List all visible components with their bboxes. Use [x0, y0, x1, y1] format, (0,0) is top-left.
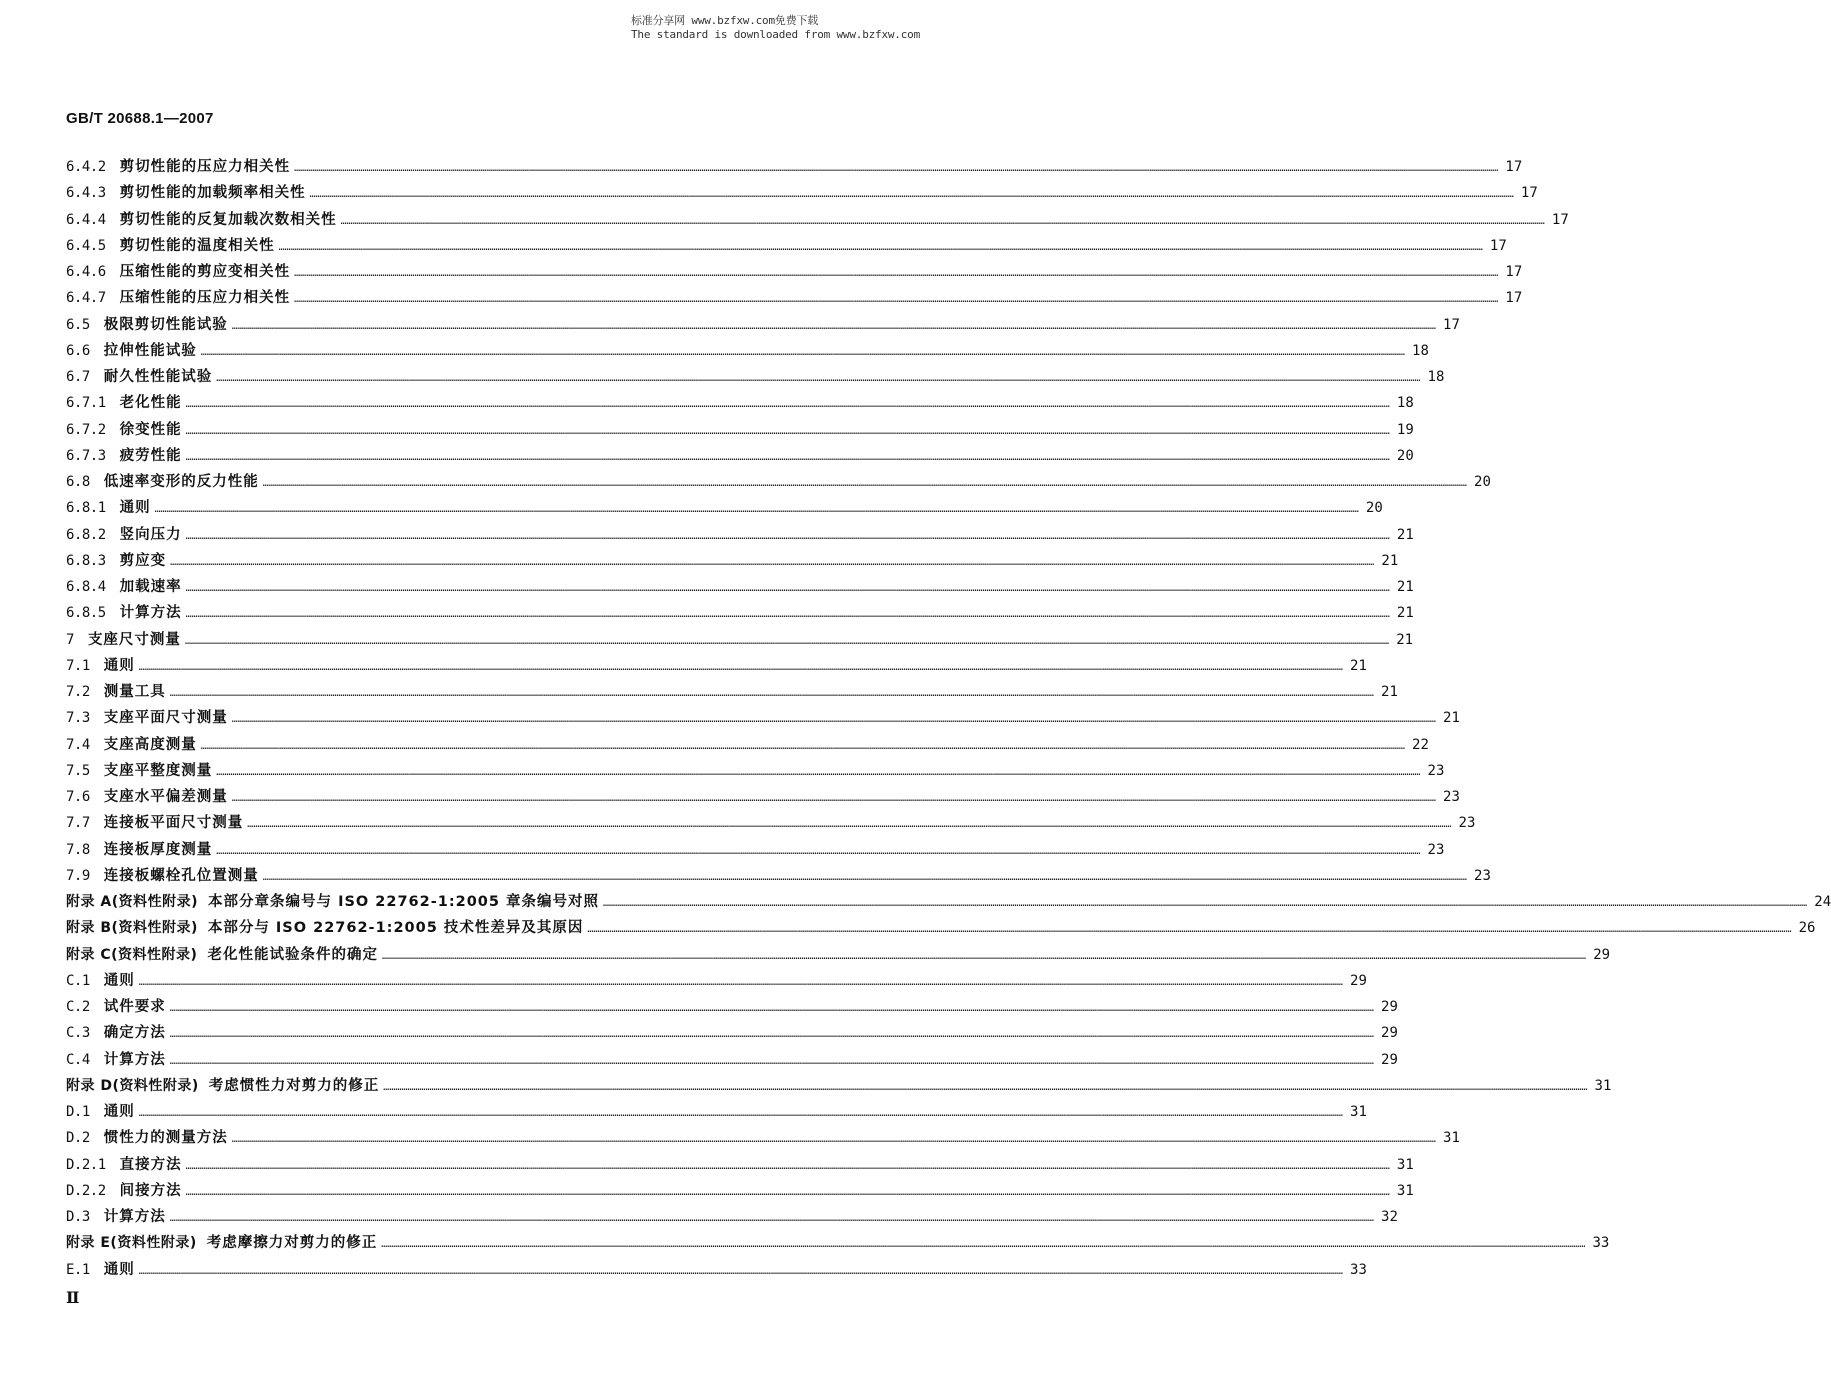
toc-entry-title: 考虑惯性力对剪力的修正: [208, 1077, 380, 1094]
toc-entry-title: 支座尺寸测量: [87, 631, 181, 648]
toc-entry-title: 测量工具: [103, 684, 166, 700]
toc-entry-title: 低速率变形的反力性能: [103, 474, 259, 490]
toc-entry[interactable]: [66, 1047, 1398, 1073]
toc-entry[interactable]: [66, 338, 1429, 364]
toc-entry-number: 7.1: [66, 657, 90, 674]
toc-leader-dots: ……………………………………………………………………………………………………………………………………………………………………………………………………………………………………………………………………………………………………………………………………………………………………………………………………………………………………………………………………………………………………………………………………………………: [216, 766, 1421, 778]
toc-entry[interactable]: [66, 863, 1491, 889]
toc-entry[interactable]: [66, 154, 1523, 180]
toc-leader-dots: ……………………………………………………………………………………………………………………………………………………………………………………………………………………………………………………………………………………………………………………………………………………………………………………………………………………………………………………………………………………………………………………………………………………: [278, 241, 1483, 253]
toc-leader-dots: ……………………………………………………………………………………………………………………………………………………………………………………………………………………………………………………………………………………………………………………………………………………………………………………………………………………………………………………………………………………………………………………………………………………: [185, 425, 1390, 437]
toc-entry-number: 附录 A(资料性附录): [66, 894, 199, 910]
toc-entry[interactable]: [66, 207, 1569, 233]
toc-entry-title: 压缩性能的剪应变相关性: [119, 264, 291, 280]
toc-entry-page: 29: [1381, 1025, 1398, 1042]
toc-entry-page: 31: [1594, 1077, 1612, 1094]
toc-leader-dots: ……………………………………………………………………………………………………………………………………………………………………………………………………………………………………………………………………………………………………………………………………………………………………………………………………………………………………………………………………………………………………………………………………………………: [154, 504, 1359, 516]
toc-entry-number: 6.7: [66, 369, 90, 385]
toc-entry[interactable]: [66, 837, 1445, 863]
toc-entry[interactable]: [66, 1230, 1610, 1256]
toc-entry-title: 压缩性能的压应力相关性: [119, 290, 291, 307]
toc-entry-page: 21: [1396, 579, 1414, 595]
toc-entry-title: 间接方法: [119, 1182, 182, 1199]
toc-entry[interactable]: [66, 627, 1414, 653]
toc-entry-number: 7.6: [66, 789, 90, 805]
toc-entry-number: 附录 B(资料性附录): [66, 920, 198, 937]
watermark-line-2: The standard is downloaded from www.bzfxw.com: [630, 28, 920, 41]
toc-entry-title: 计算方法: [103, 1051, 166, 1068]
toc-leader-dots: ……………………………………………………………………………………………………………………………………………………………………………………………………………………………………………………………………………………………………………………………………………………………………………………………………………………………………………………………………………………………………………………………………………………: [169, 1029, 1374, 1041]
toc-entry-number: 附录 E(资料性附录): [66, 1235, 197, 1252]
toc-entry[interactable]: [66, 758, 1445, 784]
toc-entry-title: 本部分与 ISO 22762-1:2005 技术性差异及其原因: [207, 920, 584, 937]
toc-leader-dots: ……………………………………………………………………………………………………………………………………………………………………………………………………………………………………………………………………………………………………………………………………………………………………………………………………………………………………………………………………………………………………………………………………………………: [138, 661, 1343, 673]
toc-entry-number: 6.4.2: [66, 159, 106, 175]
toc-entry-number: 6.7.3: [66, 447, 106, 464]
toc-entry-number: 附录 C(资料性附录): [66, 946, 198, 963]
toc-leader-dots: ……………………………………………………………………………………………………………………………………………………………………………………………………………………………………………………………………………………………………………………………………………………………………………………………………………………………………………………………………………………………………………………………………………………: [184, 635, 1390, 647]
toc-entry[interactable]: [66, 522, 1414, 548]
toc-entry[interactable]: [66, 285, 1523, 311]
toc-entry-page: 21: [1381, 684, 1398, 700]
toc-entry-page: 33: [1350, 1261, 1367, 1278]
watermark: [631, 14, 920, 42]
toc-entry[interactable]: [66, 732, 1429, 758]
toc-entry-number: D.3: [66, 1209, 90, 1225]
toc-entry-title: 支座平面尺寸测量: [103, 710, 228, 727]
toc-entry-number: 6.8.4: [66, 579, 106, 595]
toc-leader-dots: ……………………………………………………………………………………………………………………………………………………………………………………………………………………………………………………………………………………………………………………………………………………………………………………………………………………………………………………………………………………………………………………………………………………: [231, 1134, 1436, 1146]
toc-entry-page: 17: [1551, 211, 1569, 228]
toc-leader-dots: ……………………………………………………………………………………………………………………………………………………………………………………………………………………………………………………………………………………………………………………………………………………………………………………………………………………………………………………………………………………………………………………………………………………: [169, 688, 1374, 699]
toc-entry-number: 6.7.1: [66, 395, 106, 412]
toc-entry-title: 通则: [103, 1261, 135, 1278]
toc-entry-number: C.4: [66, 1051, 90, 1068]
toc-entry[interactable]: [66, 1178, 1414, 1204]
toc-entry[interactable]: [66, 548, 1399, 574]
toc-entry-number: 7.4: [66, 736, 90, 753]
toc-entry-page: 18: [1412, 342, 1429, 359]
toc-entry-page: 20: [1474, 474, 1491, 490]
toc-leader-dots: ……………………………………………………………………………………………………………………………………………………………………………………………………………………………………………………………………………………………………………………………………………………………………………………………………………………………………………………………………………………………………………………………………………………: [216, 373, 1421, 384]
toc-entry-title: 拉伸性能试验: [103, 342, 197, 359]
toc-leader-dots: ……………………………………………………………………………………………………………………………………………………………………………………………………………………………………………………………………………………………………………………………………………………………………………………………………………………………………………………………………………………………………………………………………………………: [383, 1081, 1588, 1093]
standard-code-header: GB/T 20688.1—2007: [66, 110, 214, 127]
toc-entry-page: 17: [1520, 185, 1538, 202]
toc-entry[interactable]: [66, 942, 1611, 968]
toc-leader-dots: ……………………………………………………………………………………………………………………………………………………………………………………………………………………………………………………………………………………………………………………………………………………………………………………………………………………………………………………………………………………………………………………………………………………: [200, 740, 1405, 752]
toc-entry-page: 31: [1350, 1104, 1367, 1120]
toc-entry-page: 29: [1381, 1051, 1398, 1068]
toc-entry-number: 6.4.6: [66, 264, 106, 280]
toc-entry-number: 6.4.5: [66, 237, 106, 254]
toc-entry[interactable]: [66, 574, 1414, 600]
toc-entry-page: 20: [1396, 447, 1414, 464]
toc-entry-page: 32: [1381, 1209, 1398, 1225]
toc-entry-title: 通则: [103, 1104, 135, 1120]
toc-entry-number: 6.7.2: [66, 421, 106, 438]
toc-entry-title: 支座水平偏差测量: [103, 789, 228, 805]
toc-entry-page: 21: [1381, 552, 1399, 569]
toc-entry-number: 6.8.5: [66, 605, 106, 622]
toc-entry-title: 支座平整度测量: [103, 762, 213, 779]
toc-leader-dots: ……………………………………………………………………………………………………………………………………………………………………………………………………………………………………………………………………………………………………………………………………………………………………………………………………………………………………………………………………………………………………………………………………………………: [247, 819, 1452, 831]
toc-entry-page: 23: [1443, 789, 1460, 805]
toc-entry[interactable]: [66, 443, 1414, 469]
toc-entry[interactable]: [66, 784, 1460, 810]
toc-entry[interactable]: [66, 364, 1445, 390]
toc-entry-page: 21: [1396, 605, 1414, 622]
toc-leader-dots: ……………………………………………………………………………………………………………………………………………………………………………………………………………………………………………………………………………………………………………………………………………………………………………………………………………………………………………………………………………………………………………………………………………………: [185, 451, 1390, 463]
toc-entry-title: 考虑摩擦力对剪力的修正: [206, 1235, 378, 1252]
toc-entry-page: 22: [1412, 736, 1429, 753]
toc-entry-title: 竖向压力: [119, 526, 182, 543]
toc-entry-number: 6.6: [66, 342, 90, 359]
toc-entry-title: 通则: [103, 972, 135, 989]
toc-leader-dots: ……………………………………………………………………………………………………………………………………………………………………………………………………………………………………………………………………………………………………………………………………………………………………………………………………………………………………………………………………………………………………………………………………………………: [294, 268, 1499, 279]
toc-leader-dots: ……………………………………………………………………………………………………………………………………………………………………………………………………………………………………………………………………………………………………………………………………………………………………………………………………………………………………………………………………………………………………………………………………………………: [216, 845, 1421, 857]
toc-entry[interactable]: [66, 915, 1816, 941]
toc-leader-dots: ……………………………………………………………………………………………………………………………………………………………………………………………………………………………………………………………………………………………………………………………………………………………………………………………………………………………………………………………………………………………………………………………………………………: [603, 898, 1808, 909]
toc-entry-number: 6.4.7: [66, 290, 106, 307]
toc-entry-page: 21: [1396, 631, 1414, 648]
toc-leader-dots: ……………………………………………………………………………………………………………………………………………………………………………………………………………………………………………………………………………………………………………………………………………………………………………………………………………………………………………………………………………………………………………………………………………………: [185, 1160, 1390, 1172]
toc-entry-title: 本部分章条编号与 ISO 22762-1:2005 章条编号对照: [208, 894, 600, 910]
toc-leader-dots: ……………………………………………………………………………………………………………………………………………………………………………………………………………………………………………………………………………………………………………………………………………………………………………………………………………………………………………………………………………………………………………………………………………………: [200, 346, 1405, 358]
toc-leader-dots: ……………………………………………………………………………………………………………………………………………………………………………………………………………………………………………………………………………………………………………………………………………………………………………………………………………………………………………………………………………………………………………………………………………………: [170, 556, 1375, 568]
toc-entry-number: 附录 D(资料性附录): [66, 1077, 199, 1094]
toc-entry-number: D.2: [66, 1130, 90, 1147]
toc-entry-page: 21: [1396, 526, 1414, 543]
toc-leader-dots: ……………………………………………………………………………………………………………………………………………………………………………………………………………………………………………………………………………………………………………………………………………………………………………………………………………………………………………………………………………………………………………………………………………………: [262, 478, 1467, 489]
toc-entry-page: 31: [1396, 1156, 1414, 1173]
toc-entry[interactable]: [66, 1204, 1398, 1230]
toc-entry-page: 29: [1350, 972, 1367, 989]
toc-entry[interactable]: [66, 994, 1398, 1020]
toc-entry-title: 加载速率: [119, 579, 182, 595]
toc-entry[interactable]: [66, 312, 1460, 338]
toc-entry-page: 17: [1505, 159, 1523, 175]
toc-entry-number: C.1: [66, 972, 90, 989]
toc-entry-title: 通则: [103, 657, 135, 674]
toc-leader-dots: ……………………………………………………………………………………………………………………………………………………………………………………………………………………………………………………………………………………………………………………………………………………………………………………………………………………………………………………………………………………………………………………………………………………: [294, 163, 1499, 174]
toc-leader-dots: ……………………………………………………………………………………………………………………………………………………………………………………………………………………………………………………………………………………………………………………………………………………………………………………………………………………………………………………………………………………………………………………………………………………: [262, 871, 1467, 883]
toc-entry[interactable]: [66, 180, 1538, 206]
toc-entry[interactable]: [66, 889, 1831, 915]
toc-entry-number: C.3: [66, 1025, 90, 1042]
toc-entry-title: 支座高度测量: [103, 736, 197, 753]
toc-entry-number: D.2.1: [66, 1156, 106, 1173]
toc-entry-page: 23: [1427, 762, 1445, 779]
toc-entry-page: 17: [1505, 290, 1523, 307]
toc-entry-page: 19: [1396, 421, 1414, 438]
toc-entry-page: 20: [1365, 500, 1383, 517]
toc-entry-number: 6.8: [66, 474, 90, 490]
toc-entry-title: 剪切性能的反复加载次数相关性: [119, 211, 337, 228]
toc-entry-number: 6.8.1: [66, 500, 106, 517]
toc-entry-page: 31: [1396, 1182, 1414, 1199]
toc-entry[interactable]: [66, 390, 1414, 416]
toc-entry-number: 7.3: [66, 710, 90, 727]
toc-entry[interactable]: [66, 233, 1507, 259]
toc-entry-title: 疲劳性能: [119, 447, 182, 464]
toc-leader-dots: ……………………………………………………………………………………………………………………………………………………………………………………………………………………………………………………………………………………………………………………………………………………………………………………………………………………………………………………………………………………………………………………………………………………: [231, 714, 1436, 726]
toc-entry[interactable]: [66, 968, 1367, 994]
toc-entry-title: 试件要求: [103, 999, 166, 1015]
toc-entry[interactable]: [66, 653, 1367, 679]
toc-entry-page: 18: [1396, 395, 1414, 412]
toc-entry-title: 徐变性能: [119, 421, 182, 438]
toc-entry[interactable]: [66, 810, 1476, 836]
toc-leader-dots: ……………………………………………………………………………………………………………………………………………………………………………………………………………………………………………………………………………………………………………………………………………………………………………………………………………………………………………………………………………………………………………………………………………………: [185, 583, 1390, 594]
toc-entry-page: 17: [1489, 237, 1507, 254]
toc-entry[interactable]: [66, 1020, 1398, 1046]
toc-leader-dots: ……………………………………………………………………………………………………………………………………………………………………………………………………………………………………………………………………………………………………………………………………………………………………………………………………………………………………………………………………………………………………………………………………………………: [185, 609, 1390, 621]
toc-entry-title: 剪切性能的温度相关性: [119, 237, 275, 254]
toc-entry[interactable]: [66, 679, 1398, 705]
toc-leader-dots: ……………………………………………………………………………………………………………………………………………………………………………………………………………………………………………………………………………………………………………………………………………………………………………………………………………………………………………………………………………………………………………………………………………………: [169, 1003, 1374, 1014]
toc-entry[interactable]: [66, 1125, 1460, 1151]
toc-entry[interactable]: [66, 1073, 1612, 1099]
toc-entry-title: 连接板厚度测量: [103, 841, 213, 858]
toc-leader-dots: ……………………………………………………………………………………………………………………………………………………………………………………………………………………………………………………………………………………………………………………………………………………………………………………………………………………………………………………………………………………………………………………………………………………: [185, 399, 1390, 411]
toc-entry-number: 7.8: [66, 841, 90, 858]
toc-entry-page: 24: [1814, 894, 1831, 910]
toc-entry[interactable]: [66, 417, 1414, 443]
toc-entry[interactable]: [66, 469, 1491, 495]
toc-entry-number: D.2.2: [66, 1182, 106, 1199]
toc-entry[interactable]: [66, 705, 1460, 731]
toc-entry-title: 直接方法: [119, 1156, 182, 1173]
toc-entry-page: 23: [1458, 815, 1476, 832]
toc-entry-title: 计算方法: [119, 605, 182, 622]
toc-entry-page: 23: [1474, 867, 1491, 884]
table-of-contents: [66, 154, 1831, 1283]
toc-entry-page: 33: [1592, 1235, 1610, 1252]
toc-entry-page: 26: [1798, 920, 1816, 937]
toc-leader-dots: ……………………………………………………………………………………………………………………………………………………………………………………………………………………………………………………………………………………………………………………………………………………………………………………………………………………………………………………………………………………………………………………………………………………: [231, 320, 1436, 332]
toc-entry-title: 连接板平面尺寸测量: [103, 815, 244, 832]
toc-entry-page: 23: [1427, 841, 1445, 858]
toc-entry-number: 6.8.2: [66, 526, 106, 543]
toc-entry-number: 7.7: [66, 815, 90, 832]
toc-entry-number: 7.2: [66, 684, 90, 700]
toc-entry[interactable]: [66, 495, 1383, 521]
toc-leader-dots: ……………………………………………………………………………………………………………………………………………………………………………………………………………………………………………………………………………………………………………………………………………………………………………………………………………………………………………………………………………………………………………………………………………………: [294, 294, 1499, 306]
toc-entry-title: 老化性能: [119, 395, 182, 412]
toc-entry-title: 通则: [119, 500, 151, 517]
toc-leader-dots: ……………………………………………………………………………………………………………………………………………………………………………………………………………………………………………………………………………………………………………………………………………………………………………………………………………………………………………………………………………………………………………………………………………………: [169, 1055, 1374, 1067]
toc-entry-number: C.2: [66, 999, 90, 1015]
toc-entry-title: 计算方法: [103, 1209, 166, 1225]
toc-entry-page: 21: [1443, 710, 1460, 727]
toc-entry-page: 29: [1381, 999, 1398, 1015]
toc-leader-dots: ……………………………………………………………………………………………………………………………………………………………………………………………………………………………………………………………………………………………………………………………………………………………………………………………………………………………………………………………………………………………………………………………………………………: [138, 976, 1343, 988]
toc-entry[interactable]: [66, 600, 1414, 626]
toc-entry-title: 惯性力的测量方法: [103, 1130, 228, 1147]
toc-entry-number: 6.5: [66, 316, 90, 333]
page-number: Ⅱ: [66, 1290, 80, 1307]
toc-entry-title: 老化性能试验条件的确定: [207, 946, 378, 963]
toc-entry-title: 连接板螺栓孔位置测量: [103, 867, 259, 884]
toc-entry-number: 7.5: [66, 762, 90, 779]
toc-entry-page: 21: [1350, 657, 1367, 674]
toc-entry-title: 耐久性性能试验: [103, 369, 213, 385]
toc-leader-dots: ……………………………………………………………………………………………………………………………………………………………………………………………………………………………………………………………………………………………………………………………………………………………………………………………………………………………………………………………………………………………………………………………………………………: [381, 1239, 1586, 1251]
toc-leader-dots: ……………………………………………………………………………………………………………………………………………………………………………………………………………………………………………………………………………………………………………………………………………………………………………………………………………………………………………………………………………………………………………………………………………………: [185, 1186, 1390, 1198]
toc-entry-page: 17: [1505, 264, 1523, 280]
toc-entry-number: D.1: [66, 1104, 90, 1120]
toc-entry-title: 剪应变: [119, 552, 167, 569]
toc-entry-title: 剪切性能的加载频率相关性: [119, 185, 306, 202]
toc-leader-dots: ……………………………………………………………………………………………………………………………………………………………………………………………………………………………………………………………………………………………………………………………………………………………………………………………………………………………………………………………………………………………………………………………………………………: [138, 1108, 1343, 1119]
toc-leader-dots: ……………………………………………………………………………………………………………………………………………………………………………………………………………………………………………………………………………………………………………………………………………………………………………………………………………………………………………………………………………………………………………………………………………………: [169, 1213, 1374, 1224]
toc-leader-dots: ……………………………………………………………………………………………………………………………………………………………………………………………………………………………………………………………………………………………………………………………………………………………………………………………………………………………………………………………………………………………………………………………………………………: [381, 950, 1587, 962]
toc-leader-dots: ……………………………………………………………………………………………………………………………………………………………………………………………………………………………………………………………………………………………………………………………………………………………………………………………………………………………………………………………………………………………………………………………………………………: [231, 793, 1436, 804]
toc-entry-number: E.1: [66, 1261, 90, 1278]
toc-entry-title: 确定方法: [103, 1025, 166, 1042]
toc-leader-dots: ……………………………………………………………………………………………………………………………………………………………………………………………………………………………………………………………………………………………………………………………………………………………………………………………………………………………………………………………………………………………………………………………………………………: [309, 189, 1514, 201]
toc-leader-dots: ……………………………………………………………………………………………………………………………………………………………………………………………………………………………………………………………………………………………………………………………………………………………………………………………………………………………………………………………………………………………………………………………………………………: [185, 530, 1390, 542]
toc-entry-number: 7.9: [66, 867, 90, 884]
toc-entry-number: 7: [66, 631, 74, 648]
toc-entry-page: 17: [1443, 316, 1460, 333]
toc-entry-title: 极限剪切性能试验: [103, 316, 228, 333]
toc-entry-page: 18: [1427, 369, 1445, 385]
toc-entry-number: 6.4.3: [66, 185, 106, 202]
toc-entry-number: 6.4.4: [66, 211, 106, 228]
toc-entry[interactable]: [66, 1257, 1367, 1283]
watermark-line-1: 标准分享网 www.bzfxw.com免费下载: [630, 14, 819, 27]
toc-leader-dots: ……………………………………………………………………………………………………………………………………………………………………………………………………………………………………………………………………………………………………………………………………………………………………………………………………………………………………………………………………………………………………………………………………………………: [340, 215, 1545, 227]
toc-entry-page: 31: [1443, 1130, 1460, 1147]
toc-entry-title: 剪切性能的压应力相关性: [119, 159, 291, 175]
toc-entry[interactable]: [66, 259, 1523, 285]
toc-entry[interactable]: [66, 1152, 1414, 1178]
toc-entry-number: 6.8.3: [66, 552, 106, 569]
toc-leader-dots: ……………………………………………………………………………………………………………………………………………………………………………………………………………………………………………………………………………………………………………………………………………………………………………………………………………………………………………………………………………………………………………………………………………………: [138, 1265, 1343, 1277]
toc-entry[interactable]: [66, 1099, 1367, 1125]
toc-leader-dots: ……………………………………………………………………………………………………………………………………………………………………………………………………………………………………………………………………………………………………………………………………………………………………………………………………………………………………………………………………………………………………………………………………………………: [587, 924, 1792, 936]
toc-entry-page: 29: [1593, 946, 1611, 963]
